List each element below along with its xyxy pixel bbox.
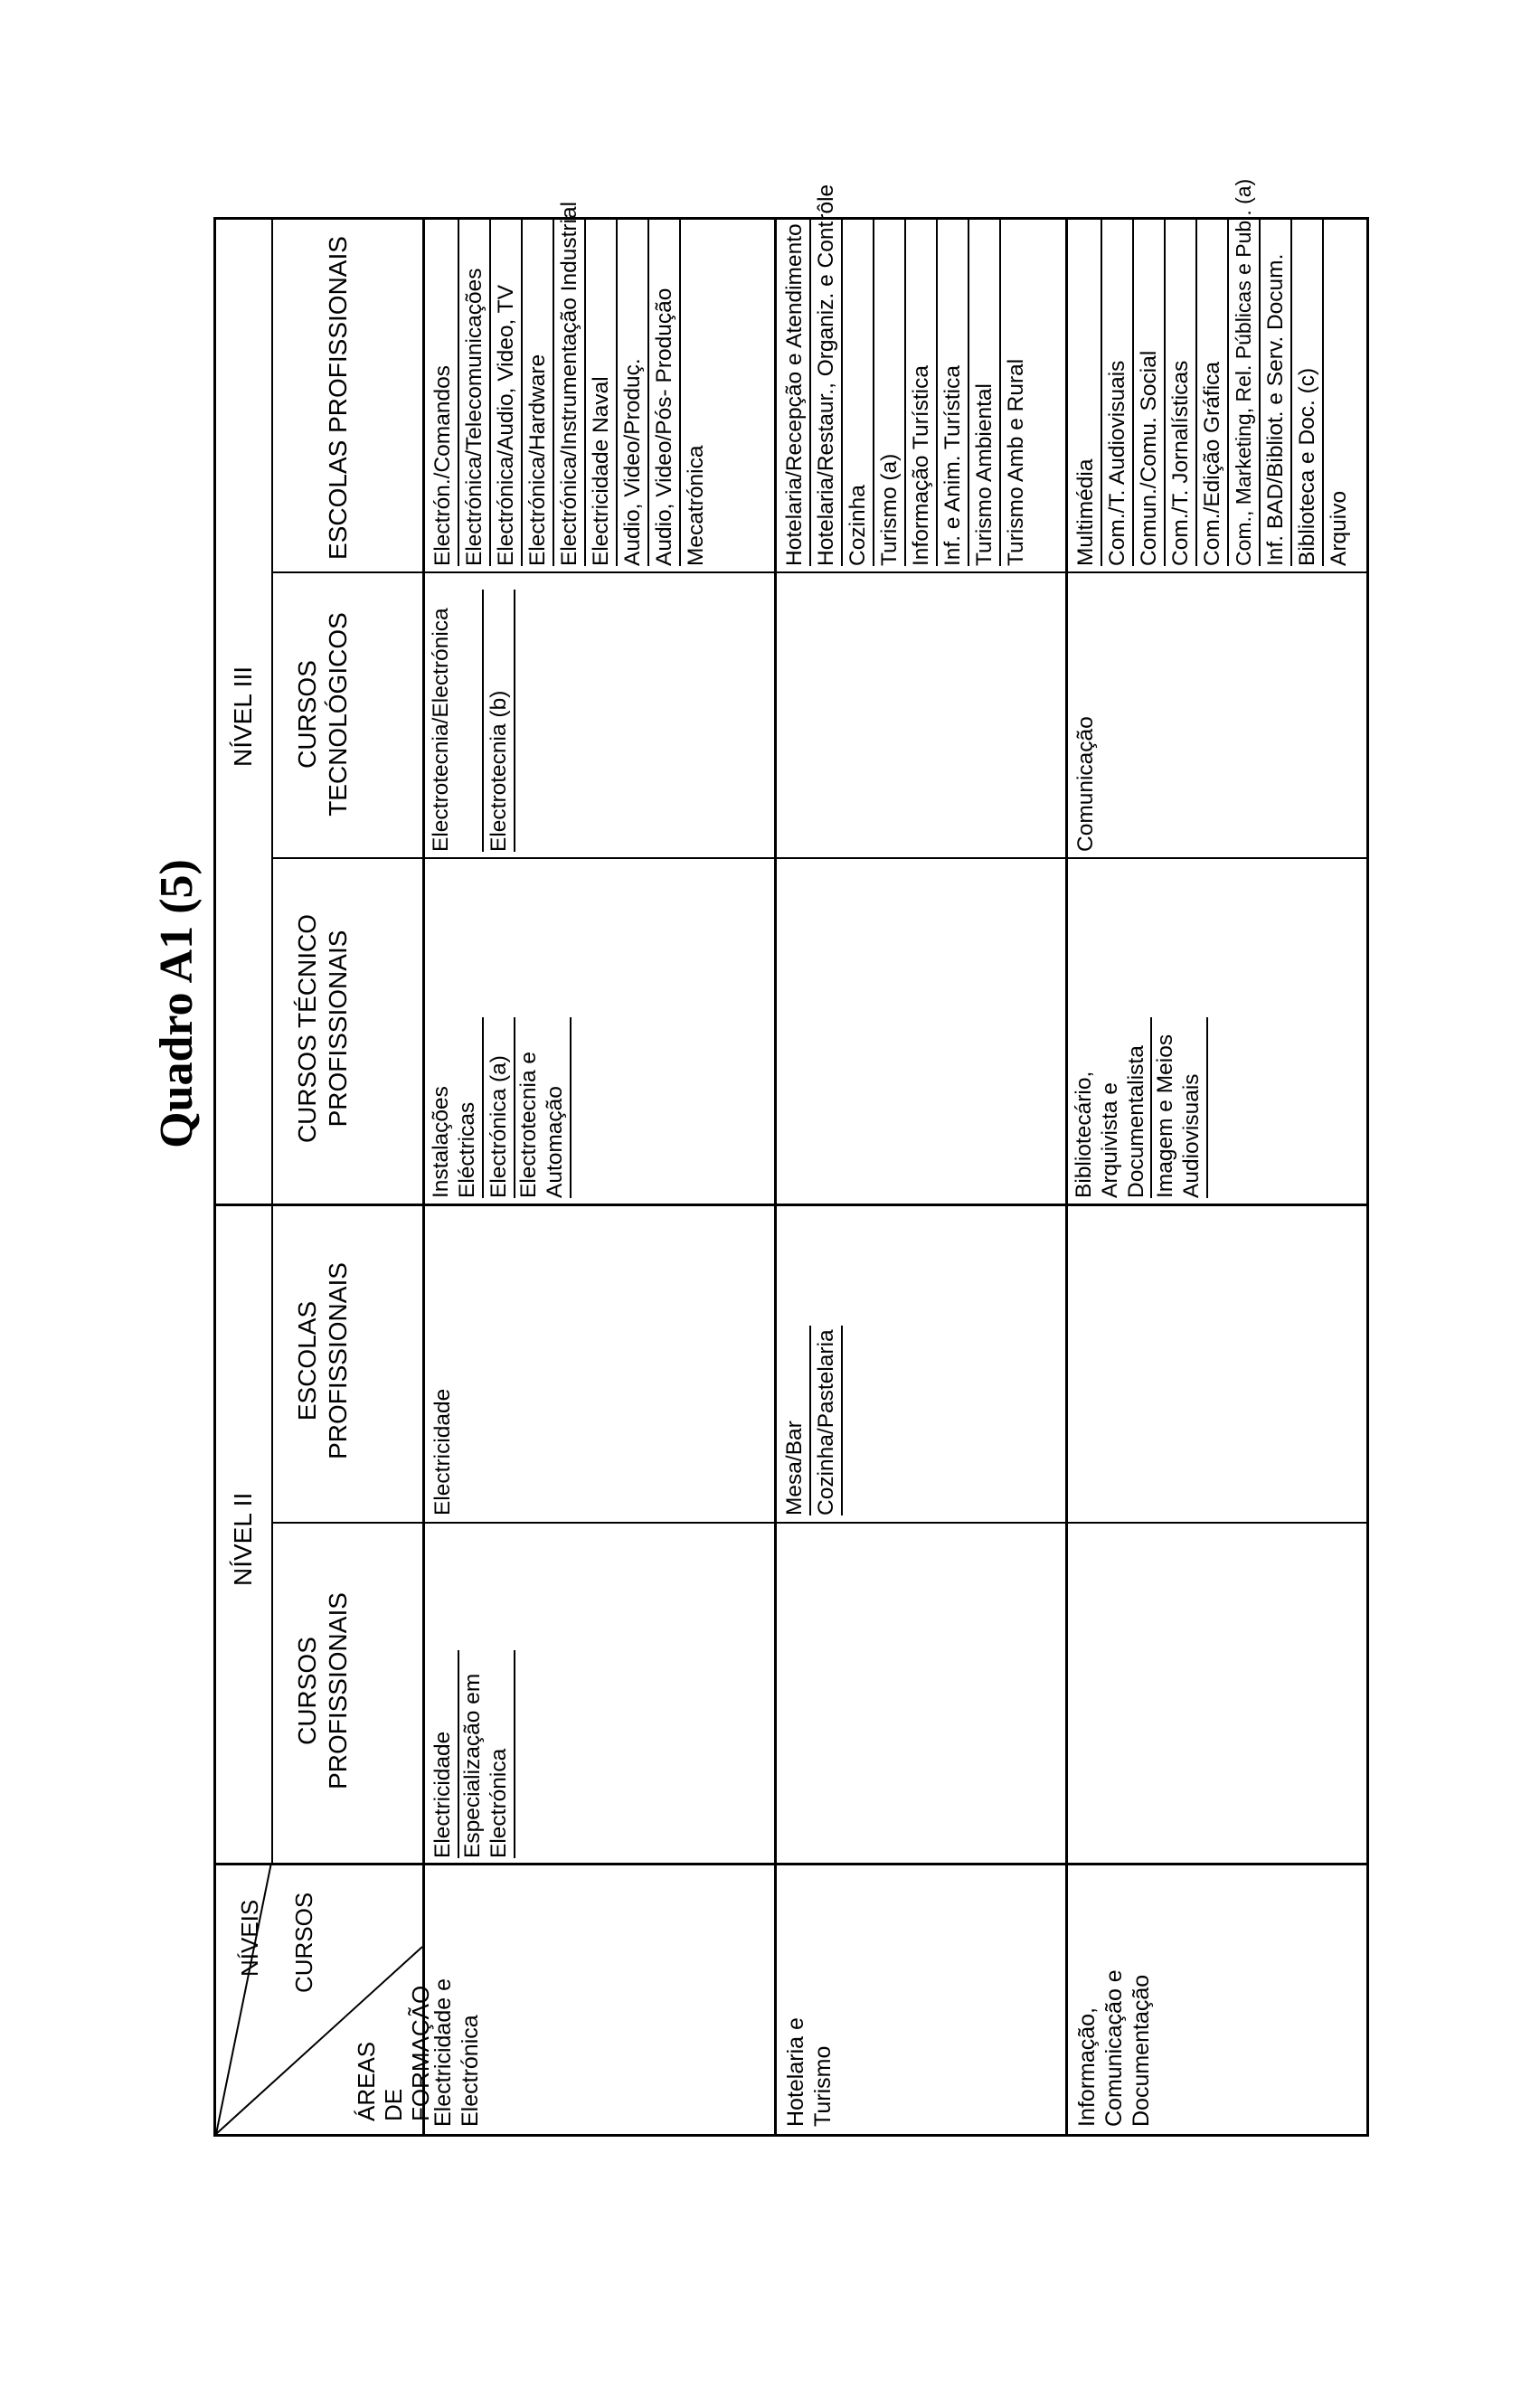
n3-tecnico-list [1071, 1017, 1208, 1198]
col-divider-nivel3 [216, 1204, 1366, 1206]
n3-tecnologicos-list [1071, 590, 1102, 852]
list-item: Mesa/Bar [779, 1326, 811, 1515]
list-item: Arquivo [1327, 490, 1351, 566]
level-header-divider [271, 220, 273, 1865]
col-header-n3-escolas: ESCOLAS PROFISSIONAIS [324, 236, 352, 560]
list-item: Electrónica/Telecomunicações [459, 220, 491, 566]
list-item: Instalações Eléctricas [428, 1017, 484, 1198]
list-item: Multimédia [1071, 220, 1102, 566]
list-item: Com., Marketing, Rel. Públicas e Publ. (a) [1229, 220, 1261, 566]
list-item: Mecatrónica [684, 445, 708, 566]
list-item: Hotelaria/Recepção e Atendimento [779, 220, 811, 566]
list-item: Electrónica/Instrumentação Industrial [554, 220, 586, 566]
area-line: Documentação [1129, 1974, 1154, 2127]
corner-niveis-label: NÍVEIS [236, 1899, 263, 1977]
col-header-n2-escolas: ESCOLAS PROFISSIONAIS [293, 1262, 352, 1459]
list-item: Audio, Video/Pós- Produção [649, 220, 681, 566]
list-item: Com./T. Jornalísticas [1166, 220, 1197, 566]
list-item: Especialização em Electrónica [459, 1650, 515, 1858]
area-line: Electricidade e [430, 1978, 456, 2127]
list-item: Turismo Ambiental [969, 220, 1001, 566]
list-item: Electrotecnia (b) [484, 590, 515, 852]
area-line: Hotelaria e [783, 2017, 808, 2127]
list-item: Electrónica (a) [484, 1017, 515, 1198]
list-item: Turismo (a) [874, 220, 906, 566]
row-divider-2 [1065, 220, 1068, 2134]
row-divider-header [422, 220, 425, 2134]
courses-table [213, 178, 1369, 2137]
n3-escolas-list [428, 201, 713, 566]
list-item: Turismo Amb e Rural [1004, 358, 1028, 566]
list-item: Inf. e Anim. Turística [938, 220, 969, 566]
col-divider-n3-tecnologicos [271, 857, 1366, 859]
col-header-n3-tecnologicos: CURSOS TECNOLÓGICOS [293, 612, 352, 817]
area-label [782, 2017, 836, 2127]
area-line: Electrónica [458, 2015, 483, 2127]
corner-cursos-label: CURSOS [290, 1892, 317, 1993]
col-divider-n2-escolas [271, 1522, 1366, 1524]
list-item: Electrón./Comandos [428, 220, 459, 566]
list-item: Electrotecnia/Electrónica [428, 590, 484, 852]
list-item: Electricidade [428, 1650, 459, 1858]
n3-escolas-list [779, 184, 1033, 566]
nivel-ii-header: NÍVEL II [229, 1492, 257, 1586]
list-item: Cozinha/Pastelaria [811, 1326, 843, 1515]
area-line: Turismo [810, 2045, 836, 2127]
list-item: Bibliotecário, Arquivista e Documentalista [1071, 1017, 1152, 1198]
list-item: Com./Edição Gráfica [1197, 220, 1229, 566]
list-item: Electrotecnia e Automação [515, 1017, 572, 1198]
list-item: Com./T. Audiovisuais [1102, 220, 1134, 566]
page-title: Quadro A1 (5) [151, 859, 203, 1148]
list-item: Cozinha [843, 220, 874, 566]
n3-tecnico-list [428, 1017, 572, 1198]
col-header-n2-cursos: CURSOS PROFISSIONAIS [293, 1592, 352, 1789]
list-item: Comun./Comu. Social [1134, 220, 1166, 566]
n3-escolas-list [1071, 178, 1356, 566]
list-item: Electrónica/Audio, Video, TV [491, 220, 523, 566]
col-header-n3-tecnico: CURSOS TÉCNICO PROFISSIONAIS [293, 913, 352, 1144]
n3-tecnologicos-list [428, 590, 515, 852]
area-line: Informação, [1074, 2006, 1100, 2127]
list-item: Biblioteca e Doc. (c) [1292, 220, 1324, 566]
list-item: Hotelaria/Restaur., Organiz. e Contrôle [811, 220, 843, 566]
list-item: Electrónica/Hardware [523, 220, 554, 566]
list-item: Informação Turística [906, 220, 938, 566]
corner-areas-label: ÁREAS DE FORMAÇÃO [353, 1985, 434, 2121]
area-line: Comunicação e [1101, 1969, 1127, 2127]
list-item: Electricidade [430, 1388, 455, 1515]
list-item: Imagem e Meios Audiovisuais [1152, 1017, 1208, 1198]
list-item: Comunicação [1073, 716, 1098, 852]
n2-escolas-list [779, 1326, 843, 1515]
area-label [430, 1978, 484, 2127]
list-item: Inf. BAD/Bibliot. e Serv. Docum. [1261, 220, 1292, 566]
row-divider-1 [774, 220, 777, 2134]
area-label [1073, 1969, 1155, 2127]
col-divider-n3-escolas [271, 571, 1366, 573]
n2-cursos-list [428, 1650, 515, 1858]
nivel-iii-header: NÍVEL III [229, 666, 257, 767]
n2-escolas-list [428, 1326, 459, 1515]
list-item: Audio, Video/Produç. [618, 220, 649, 566]
list-item: Electricidade Naval [586, 220, 618, 566]
